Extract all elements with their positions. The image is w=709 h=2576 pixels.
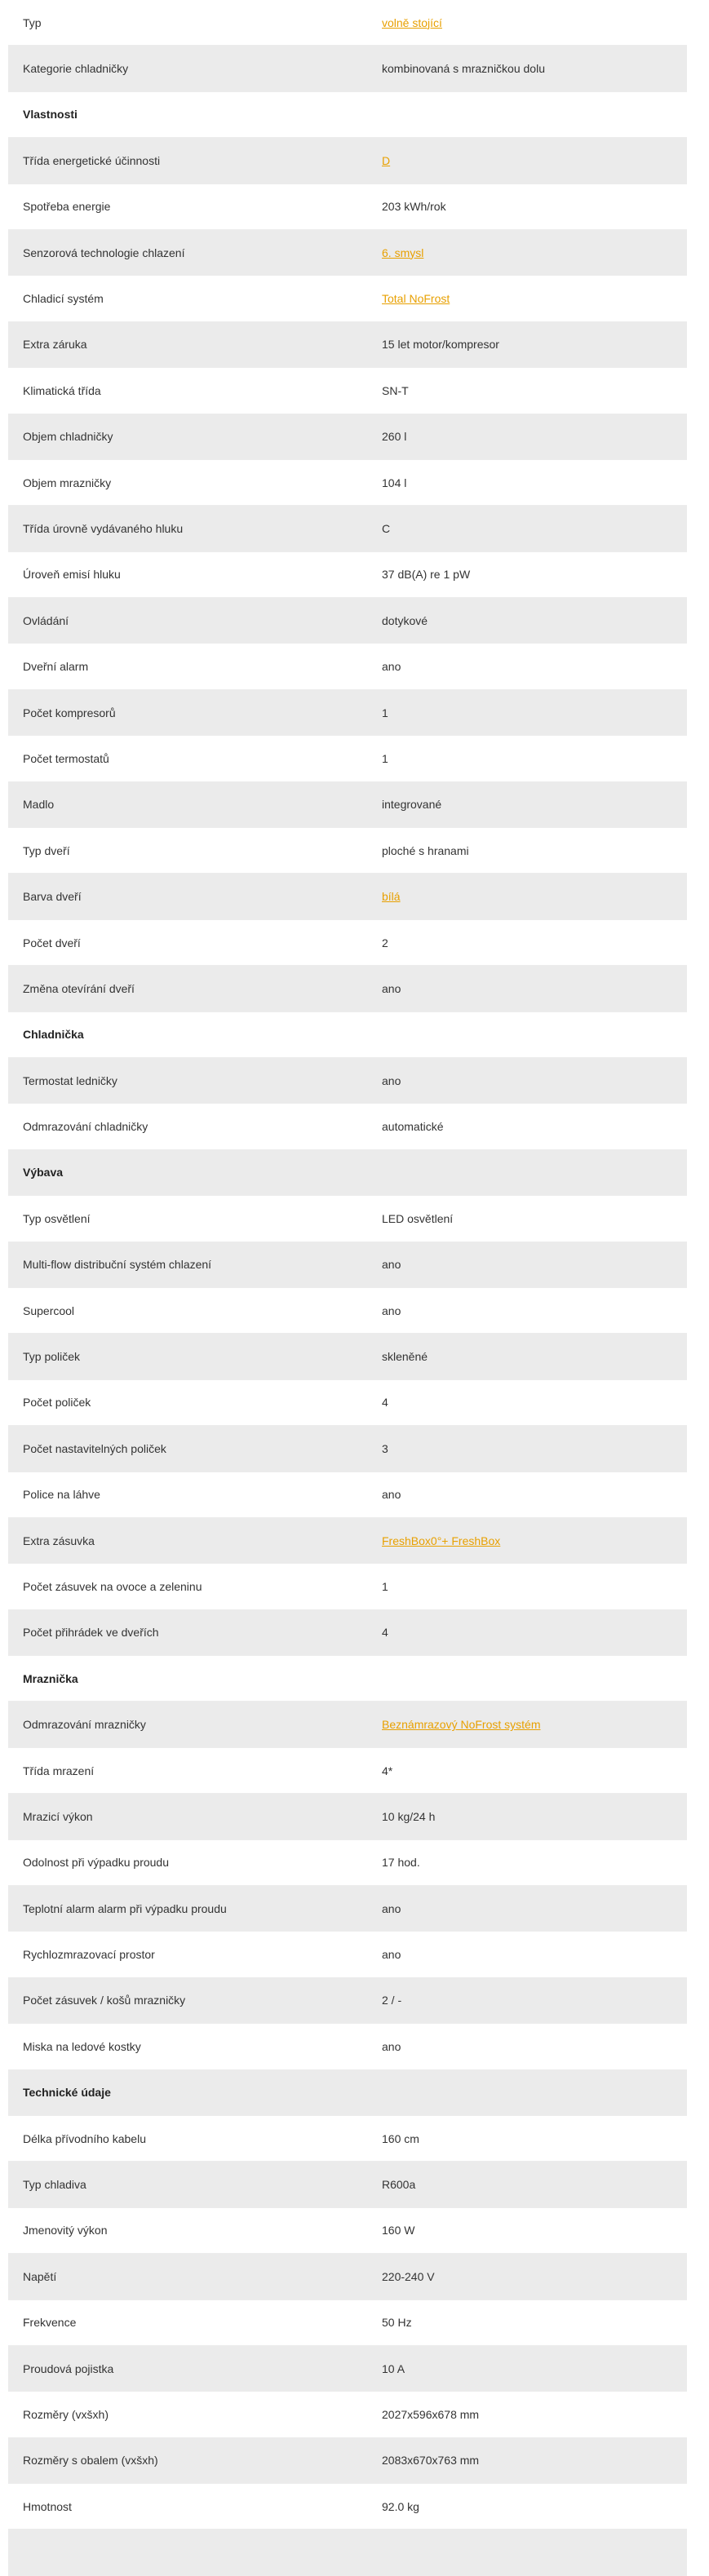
parameter-row <box>8 460 687 506</box>
parameter-row <box>8 138 687 184</box>
parameter-value: 220-240 V <box>382 2269 435 2283</box>
parameter-row <box>8 1748 687 1794</box>
parameter-label: Počet dveří <box>23 936 81 949</box>
parameter-row <box>8 506 687 551</box>
parameter-value <box>382 1534 687 1547</box>
parameter-label: Objem chladničky <box>23 430 113 444</box>
parameter-value: ano <box>382 1303 401 1317</box>
parameter-label: Počet nastavitelných poliček <box>23 1441 166 1455</box>
parameter-label: Rychlozmrazovací prostor <box>23 1948 155 1962</box>
parameter-row <box>8 1058 687 1104</box>
parameter-label: Klimatická třída <box>23 383 101 397</box>
parameter-label: Typ <box>23 15 42 29</box>
parameter-label: Mrazicí výkon <box>23 1809 93 1823</box>
parameter-label: Typ osvětlení <box>23 1211 91 1225</box>
parameter-value: 104 l <box>382 476 407 489</box>
parameter-row <box>8 0 687 46</box>
parameter-row <box>8 2392 687 2437</box>
parameter-row <box>8 1564 687 1609</box>
parameter-value-link[interactable]: bílá <box>382 890 401 904</box>
section-header <box>8 2070 687 2116</box>
parameter-value <box>382 890 687 903</box>
parameter-label: Supercool <box>23 1303 75 1317</box>
parameter-label: Teplotní alarm alarm při výpadku proudu <box>23 1901 227 1915</box>
parameter-row <box>8 184 687 230</box>
section-title: Vlastnosti <box>23 108 78 122</box>
parameter-value: ano <box>382 1488 401 1502</box>
parameter-label: Odmrazování mrazničky <box>23 1718 146 1732</box>
parameter-value <box>382 246 687 259</box>
parameter-row <box>8 2530 687 2575</box>
parameter-value-link[interactable]: D <box>382 153 391 167</box>
parameter-row <box>8 414 687 460</box>
parameter-value: C <box>382 521 391 535</box>
parameter-row <box>8 598 687 644</box>
parameter-value: 1 <box>382 751 388 765</box>
parameter-row <box>8 644 687 689</box>
parameter-label: Barva dveří <box>23 890 82 904</box>
parameter-value-link[interactable]: 6. smysl <box>382 246 424 259</box>
parameter-label: Kategorie chladničky <box>23 62 129 76</box>
parameter-label: Napětí <box>23 2269 57 2283</box>
parameter-label: Jmenovitý výkon <box>23 2224 108 2237</box>
parameter-value: 10 kg/24 h <box>382 1809 436 1823</box>
parameter-value: 160 cm <box>382 2131 419 2145</box>
parameter-label: Počet zásuvek na ovoce a zeleninu <box>23 1579 202 1593</box>
parameter-label: Typ chladiva <box>23 2178 86 2192</box>
section-header <box>8 1012 687 1058</box>
parameter-row <box>8 552 687 598</box>
parameter-label: Třída mrazení <box>23 1764 95 1777</box>
parameter-value: ploché s hranami <box>382 843 469 857</box>
parameter-label: Multi-flow distribuční systém chlazení <box>23 1258 212 1272</box>
parameter-value: 37 dB(A) re 1 pW <box>382 568 471 582</box>
parameter-value: 4* <box>382 1764 393 1777</box>
parameter-value: 2027x596x678 mm <box>382 2408 480 2421</box>
parameter-row <box>8 2208 687 2254</box>
section-header <box>8 1150 687 1196</box>
parameter-label: Ovládání <box>23 613 69 627</box>
parameter-label: Madlo <box>23 798 55 812</box>
parameter-row <box>8 920 687 966</box>
parameter-label: Počet poliček <box>23 1396 91 1410</box>
parameter-row <box>8 2484 687 2530</box>
parameter-label: Úroveň emisí hluku <box>23 568 121 582</box>
parameter-label: Počet kompresorů <box>23 706 116 719</box>
parameter-value: 10 A <box>382 2361 405 2375</box>
parameter-row <box>8 1242 687 1288</box>
parameter-value: automatické <box>382 1120 444 1134</box>
parameter-row <box>8 1932 687 1977</box>
parameter-value: 1 <box>382 706 388 719</box>
parameter-label: Objem mrazničky <box>23 476 112 489</box>
parameter-row <box>8 1886 687 1932</box>
parameter-label: Proudová pojistka <box>23 2361 114 2375</box>
parameter-label: Počet zásuvek / košů mrazničky <box>23 1994 186 2007</box>
parameter-value: 1 <box>382 1579 388 1593</box>
parameter-row <box>8 322 687 368</box>
parameter-value-link[interactable]: Total NoFrost <box>382 292 450 306</box>
parameter-value-link[interactable]: Beznámrazový NoFrost systém <box>382 1718 541 1732</box>
parameter-row <box>8 2346 687 2392</box>
parameter-row <box>8 2116 687 2162</box>
parameter-row <box>8 828 687 874</box>
parameter-row <box>8 736 687 781</box>
parameter-row <box>8 276 687 321</box>
parameter-row <box>8 368 687 414</box>
parameter-label: Police na láhve <box>23 1488 100 1502</box>
parameter-label: Miska na ledové kostky <box>23 2039 141 2053</box>
parameter-row <box>8 46 687 91</box>
parameter-value: 4 <box>382 1396 388 1410</box>
parameter-row <box>8 1518 687 1564</box>
parameter-row <box>8 2024 687 2069</box>
parameter-row <box>8 1840 687 1886</box>
parameter-row <box>8 690 687 736</box>
parameter-label: Změna otevírání dveří <box>23 981 135 995</box>
parameter-value: dotykové <box>382 613 428 627</box>
parameter-label: Rozměry s obalem (vxšxh) <box>23 2454 158 2468</box>
parameter-label: Dveřní alarm <box>23 660 89 674</box>
section-title: Technické údaje <box>23 2086 111 2100</box>
parameter-label: Senzorová technologie chlazení <box>23 246 185 259</box>
parameter-row <box>8 782 687 828</box>
parameter-label: Odolnost při výpadku proudu <box>23 1856 169 1870</box>
parameter-value: 260 l <box>382 430 407 444</box>
parameter-row <box>8 1702 687 1747</box>
parameter-value <box>382 1718 687 1731</box>
parameter-row <box>8 1334 687 1379</box>
parameter-value: R600a <box>382 2178 416 2192</box>
parameter-value: 203 kWh/rok <box>382 200 446 214</box>
parameter-value: 17 hod. <box>382 1856 420 1870</box>
parameter-value: ano <box>382 1073 401 1087</box>
parameter-value: 2 / - <box>382 1994 402 2007</box>
parameter-value <box>382 292 687 305</box>
parameter-value: skleněné <box>382 1350 428 1364</box>
parameter-row <box>8 1978 687 2024</box>
parameter-label: Odmrazování chladničky <box>23 1120 148 1134</box>
section-header <box>8 92 687 138</box>
parameter-label: Typ poliček <box>23 1350 81 1364</box>
parameter-label: Chladicí systém <box>23 292 104 306</box>
section-title: Mraznička <box>23 1671 78 1685</box>
parameter-value-link[interactable]: FreshBox0°+ FreshBox <box>382 1534 501 1547</box>
parameter-value: integrované <box>382 798 442 812</box>
parameter-value: 3 <box>382 1441 388 1455</box>
parameter-value: ano <box>382 1258 401 1272</box>
parameter-value: ano <box>382 1948 401 1962</box>
parameter-row <box>8 1104 687 1149</box>
parameter-row <box>8 1196 687 1242</box>
parameter-label: Typ dveří <box>23 843 70 857</box>
section-title: Výbava <box>23 1166 64 1180</box>
parameter-row <box>8 874 687 919</box>
parameter-label: Třída energetické účinnosti <box>23 153 161 167</box>
parameter-value: ano <box>382 981 401 995</box>
parameter-label: Počet přihrádek ve dveřích <box>23 1626 159 1640</box>
parameter-label: Hmotnost <box>23 2499 72 2513</box>
parameter-row <box>8 1472 687 1518</box>
parameter-value <box>382 16 687 29</box>
parameter-row <box>8 1380 687 1426</box>
parameter-value <box>382 154 687 167</box>
parameter-label: Třída úrovně vydávaného hluku <box>23 521 184 535</box>
parameter-row <box>8 2162 687 2207</box>
parameter-row <box>8 1288 687 1334</box>
parameter-label: Termostat ledničky <box>23 1073 117 1087</box>
parameters-table <box>8 0 687 2576</box>
parameter-label: Extra záruka <box>23 338 87 352</box>
parameter-row <box>8 1610 687 1656</box>
parameter-value: 160 W <box>382 2224 415 2237</box>
parameter-value: 2083x670x763 mm <box>382 2454 480 2468</box>
parameter-value: 15 let motor/kompresor <box>382 338 499 352</box>
parameter-value: 50 Hz <box>382 2316 412 2330</box>
parameter-value: kombinovaná s mrazničkou dolu <box>382 62 545 76</box>
parameter-label: Frekvence <box>23 2316 77 2330</box>
parameter-row <box>8 2300 687 2346</box>
parameter-row <box>8 2254 687 2299</box>
parameter-label: Extra zásuvka <box>23 1534 95 1547</box>
parameter-value-link[interactable]: volně stojící <box>382 15 442 29</box>
section-title: Chladnička <box>23 1028 84 1042</box>
parameter-value: SN-T <box>382 383 409 397</box>
parameter-value: LED osvětlení <box>382 1211 454 1225</box>
parameter-label: Rozměry (vxšxh) <box>23 2408 109 2421</box>
parameter-row <box>8 230 687 276</box>
parameter-value: 4 <box>382 1626 388 1640</box>
parameter-value: 92.0 kg <box>382 2499 419 2513</box>
parameter-row <box>8 1426 687 1472</box>
parameter-value: ano <box>382 2039 401 2053</box>
parameter-label: Délka přívodního kabelu <box>23 2131 146 2145</box>
parameter-value: ano <box>382 1901 401 1915</box>
parameter-row <box>8 966 687 1011</box>
section-header <box>8 1656 687 1702</box>
parameter-value: ano <box>382 660 401 674</box>
parameter-label: Počet termostatů <box>23 751 109 765</box>
parameter-label: Spotřeba energie <box>23 200 111 214</box>
parameter-value: 2 <box>382 936 388 949</box>
parameter-row <box>8 1794 687 1839</box>
parameter-row <box>8 2438 687 2484</box>
